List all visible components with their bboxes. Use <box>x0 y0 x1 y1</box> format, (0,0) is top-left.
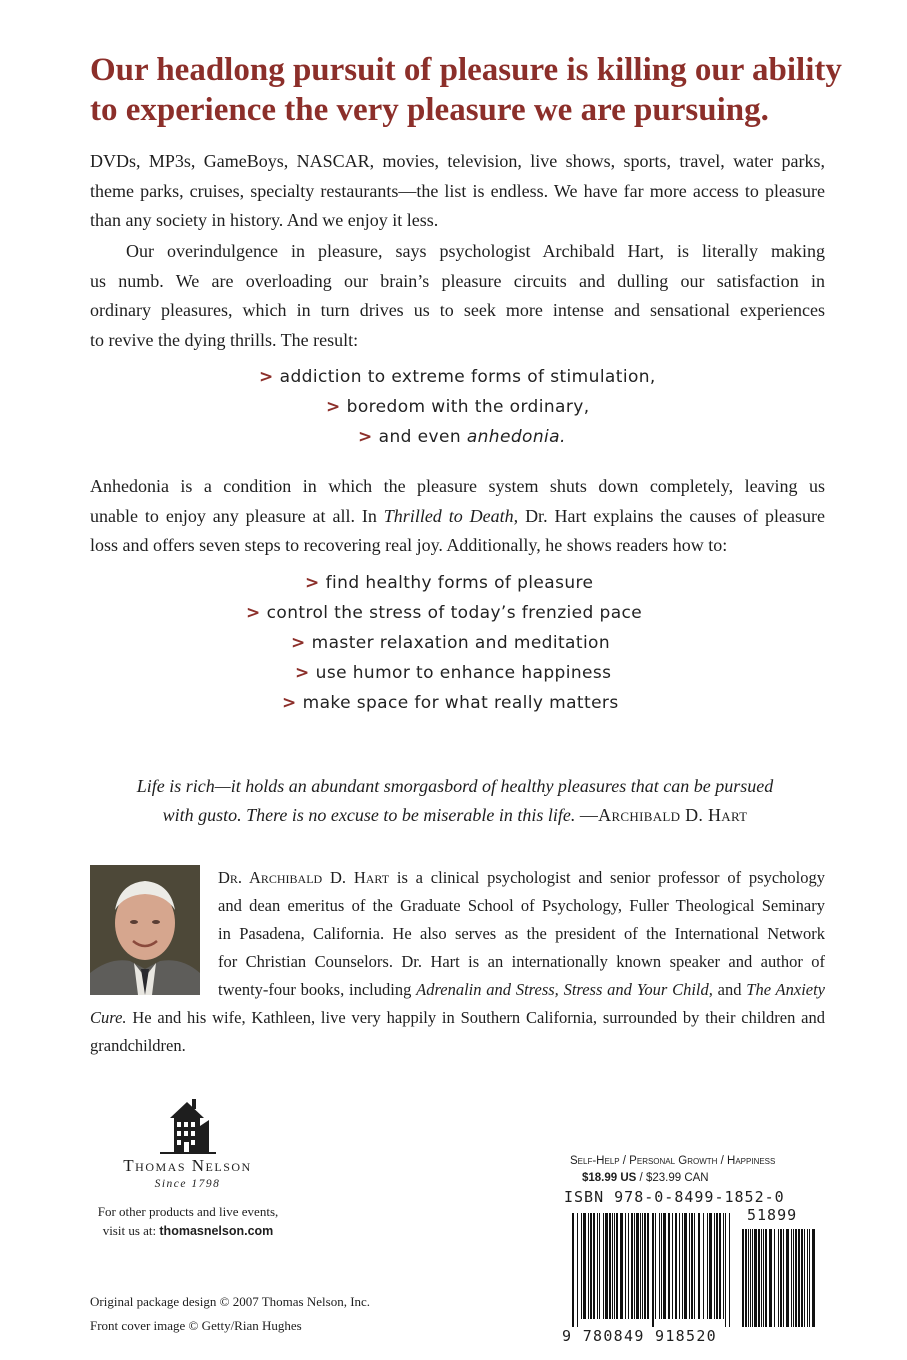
barcode-bar <box>698 1213 700 1319</box>
barcode-bar <box>668 1213 670 1319</box>
quote-attribution: —Archibald D. Hart <box>579 805 748 825</box>
barcode-bar <box>679 1213 680 1319</box>
book-title: The Anxiety <box>746 980 826 999</box>
headline-line-2: to experience the very pleasure we are pursuing. <box>90 92 769 128</box>
barcode-bar <box>590 1213 592 1319</box>
intro-line: theme parks, cruises, specialty restaurants—the list is endless. We have far more access to pleasure <box>90 180 825 201</box>
barcode-bar <box>577 1213 578 1327</box>
barcode-bar <box>719 1213 721 1319</box>
addon-bar <box>763 1229 764 1327</box>
barcode-bar <box>682 1213 683 1319</box>
bullet-item <box>305 573 593 593</box>
bullet-text: and even <box>378 427 467 447</box>
addon-bar <box>750 1229 751 1327</box>
barcode-bar <box>581 1213 582 1319</box>
barcode-bar <box>647 1213 649 1319</box>
barcode-bar <box>620 1213 623 1319</box>
bullet-emphasis: anhedonia. <box>466 427 566 447</box>
barcode-bar <box>636 1213 639 1319</box>
overindulgence-line: us numb. We are overloading our brain’s pleasure circuits and dulling our satisfaction in <box>90 270 825 291</box>
addon-bar <box>780 1229 782 1327</box>
bio-line: grandchildren. <box>90 1036 186 1055</box>
barcode-bar <box>625 1213 626 1319</box>
price-us: $18.99 US <box>582 1172 637 1184</box>
bullet-text: boredom with the ordinary, <box>346 397 590 417</box>
addon-bar <box>783 1229 784 1327</box>
bio-line: in Pasadena, California. He also serves as the president of the International Network <box>218 924 825 943</box>
barcode-bar <box>605 1213 608 1319</box>
barcode-bar <box>631 1213 633 1319</box>
barcode-bar <box>634 1213 635 1319</box>
bullet-item <box>295 663 611 683</box>
isbn-label: ISBN 978-0-8499-1852-0 <box>564 1188 785 1206</box>
author-bio <box>90 864 825 1060</box>
category-text: Self-Help / Personal Growth / Happiness <box>570 1155 776 1167</box>
ean-digits <box>562 1327 717 1345</box>
chevron-right-icon: > <box>305 573 320 593</box>
barcode-bar <box>609 1213 611 1319</box>
bio-line: for Christian Counselors. Dr. Hart is an internationally known speaker and author of <box>218 952 825 971</box>
barcode-bar <box>663 1213 666 1319</box>
bullet-text: addiction to extreme forms of stimulation, <box>279 367 656 387</box>
overindulgence-line: Our overindulgence in pleasure, says psychologist Archibald Hart, is literally making <box>126 241 825 261</box>
overindulgence-line: ordinary pleasures, which in turn drives us to seek more intense and sensational experiences <box>90 300 825 320</box>
chevron-right-icon: > <box>246 603 261 623</box>
addon-bar <box>774 1229 775 1327</box>
website-link[interactable]: thomasnelson.com <box>159 1224 274 1238</box>
info-line: For other products and live events, <box>97 1204 279 1219</box>
price-label <box>582 1172 709 1184</box>
anhedonia-line <box>90 502 825 532</box>
addon-bar <box>812 1229 815 1327</box>
bullet-item <box>326 397 590 417</box>
barcode-bar <box>603 1213 604 1319</box>
addon-bar <box>765 1229 767 1327</box>
barcode-bar <box>572 1213 574 1327</box>
thomas-nelson-house-logo <box>112 1096 262 1156</box>
bio-line <box>90 1004 825 1032</box>
publisher-info <box>88 1202 288 1241</box>
quote-line: Life is rich—it holds an abundant smorgasbord of healthy pleasures that can be pursued <box>136 776 774 796</box>
chevron-right-icon: > <box>282 693 297 713</box>
headline <box>90 50 870 130</box>
barcode-bar <box>628 1213 629 1319</box>
book-title: Cure. <box>90 1008 127 1027</box>
addon-bar <box>742 1229 744 1327</box>
overindulgence-paragraph <box>90 237 825 355</box>
bullet-item <box>358 427 566 447</box>
addon-bar <box>809 1229 810 1327</box>
bio-text: is a clinical psychologist and senior professor of psychology <box>389 868 825 887</box>
barcode-bar <box>675 1213 677 1319</box>
anhedonia-text: unable to enjoy any pleasure at all. In <box>90 505 384 526</box>
chevron-right-icon: > <box>259 367 274 387</box>
chevron-right-icon: > <box>295 663 310 683</box>
barcode-bar <box>612 1213 613 1319</box>
barcode-bar <box>642 1213 643 1319</box>
barcode-bar <box>689 1213 690 1319</box>
addon-bar <box>748 1229 749 1327</box>
info-text: visit us at: <box>102 1223 160 1238</box>
overindulgence-line: to revive the dying thrills. The result: <box>90 329 359 350</box>
barcode-bar <box>691 1213 693 1319</box>
barcode-bar <box>703 1213 704 1319</box>
barcode-bar <box>659 1213 660 1319</box>
barcode-bar <box>593 1213 595 1319</box>
anhedonia-line: Anhedonia is a condition in which the pleasure system shuts down completely, leaving us <box>90 476 825 496</box>
barcode-bar <box>640 1213 641 1319</box>
addon-bar <box>807 1229 808 1327</box>
addon-bar <box>754 1229 757 1327</box>
bio-line: and dean emeritus of the Graduate School of Psychology, Fuller Theological Seminary <box>218 896 825 915</box>
price-separator: / <box>636 1172 646 1184</box>
category-label <box>570 1155 775 1167</box>
barcode-bar <box>716 1213 718 1319</box>
quote-line <box>100 801 810 830</box>
credit-line: Front cover image © Getty/Rian Hughes <box>90 1318 302 1333</box>
bio-text: twenty-four books, including <box>218 980 417 999</box>
addon-bar <box>795 1229 797 1327</box>
headline-line-1: Our headlong pursuit of pleasure is killing our ability <box>90 52 842 88</box>
barcode-bar <box>652 1213 654 1327</box>
publisher-since: Since 1798 <box>154 1178 221 1190</box>
barcode-bar <box>597 1213 598 1319</box>
addon-bar <box>801 1229 803 1327</box>
author-quote <box>100 772 810 830</box>
addon-bar <box>769 1229 772 1327</box>
barcode-bar <box>725 1213 726 1327</box>
publisher-name: Thomas Nelson <box>123 1156 252 1175</box>
addon-bar <box>791 1229 792 1327</box>
barcode-bar <box>729 1213 730 1327</box>
bullet-item <box>259 367 656 387</box>
credit-line: Original package design © 2007 Thomas Nelson, Inc. <box>90 1294 371 1309</box>
ean-main-digits: 780849 918520 <box>582 1327 717 1345</box>
barcode-bar <box>672 1213 673 1319</box>
barcode-bar <box>707 1213 708 1319</box>
bullet-text: make space for what really matters <box>302 693 619 713</box>
isbn-barcode <box>562 1207 822 1331</box>
anhedonia-text: Dr. Hart explains the causes of pleasure <box>518 505 825 526</box>
barcode-bar <box>723 1213 724 1319</box>
bio-text: and <box>712 980 747 999</box>
intro-line: DVDs, MP3s, GameBoys, NASCAR, movies, television, live shows, sports, travel, water parks, <box>90 151 825 171</box>
price-code-label: 51899 <box>747 1206 798 1224</box>
barcode-bar <box>583 1213 586 1319</box>
barcode-bar <box>709 1213 712 1319</box>
bullet-item <box>282 693 619 713</box>
anhedonia-paragraph <box>90 472 825 561</box>
bio-line <box>90 976 825 1004</box>
ean-lead-digit: 9 <box>562 1327 573 1345</box>
barcode-bar <box>644 1213 646 1319</box>
intro-line: than any society in history. And we enjoy it less. <box>90 210 439 230</box>
author-name: Dr. Archibald D. Hart <box>218 868 390 887</box>
barcode-bar <box>616 1213 618 1319</box>
addon-bar <box>804 1229 805 1327</box>
book-title: Thrilled to Death, <box>383 505 519 526</box>
bullet-text: use humor to enhance happiness <box>315 663 612 683</box>
addon-bar <box>798 1229 800 1327</box>
intro-paragraph <box>90 147 825 236</box>
barcode-block <box>562 1155 822 1350</box>
bullet-text: master relaxation and meditation <box>311 633 611 653</box>
chevron-right-icon: > <box>358 427 373 447</box>
addon-bar <box>745 1229 747 1327</box>
addon-bar <box>758 1229 760 1327</box>
bullet-item <box>246 603 642 623</box>
bullet-text: control the stress of today’s frenzied pace <box>266 603 643 623</box>
bio-line <box>90 864 825 892</box>
barcode-bar <box>694 1213 695 1319</box>
addon-bar <box>752 1229 753 1327</box>
book-title: Adrenalin and Stress, Stress and Your Child, <box>416 980 713 999</box>
barcode-bar <box>714 1213 715 1319</box>
bio-text: He and his wife, Kathleen, live very happily in Southern California, surrounded by their children and <box>126 1008 825 1027</box>
bullet-item <box>291 633 610 653</box>
chevron-right-icon: > <box>291 633 306 653</box>
info-line <box>88 1221 288 1241</box>
barcode-bar <box>599 1213 600 1319</box>
credits <box>90 1290 370 1338</box>
addon-bar <box>793 1229 794 1327</box>
barcode-bar <box>661 1213 662 1319</box>
addon-bar <box>786 1229 789 1327</box>
addon-bar <box>761 1229 762 1327</box>
price-can: $23.99 CAN <box>645 1172 709 1184</box>
barcode-bar <box>588 1213 589 1319</box>
quote-text: with gusto. There is no excuse to be miserable in this life. <box>162 805 576 825</box>
anhedonia-line: loss and offers seven steps to recovering real joy. Additionally, he shows readers how to: <box>90 535 728 555</box>
barcode-bar <box>655 1213 656 1319</box>
bullet-text: find healthy forms of pleasure <box>325 573 594 593</box>
barcode-bar <box>614 1213 615 1319</box>
barcode-bar <box>684 1213 687 1319</box>
addon-bar <box>778 1229 779 1327</box>
chevron-right-icon: > <box>326 397 341 417</box>
